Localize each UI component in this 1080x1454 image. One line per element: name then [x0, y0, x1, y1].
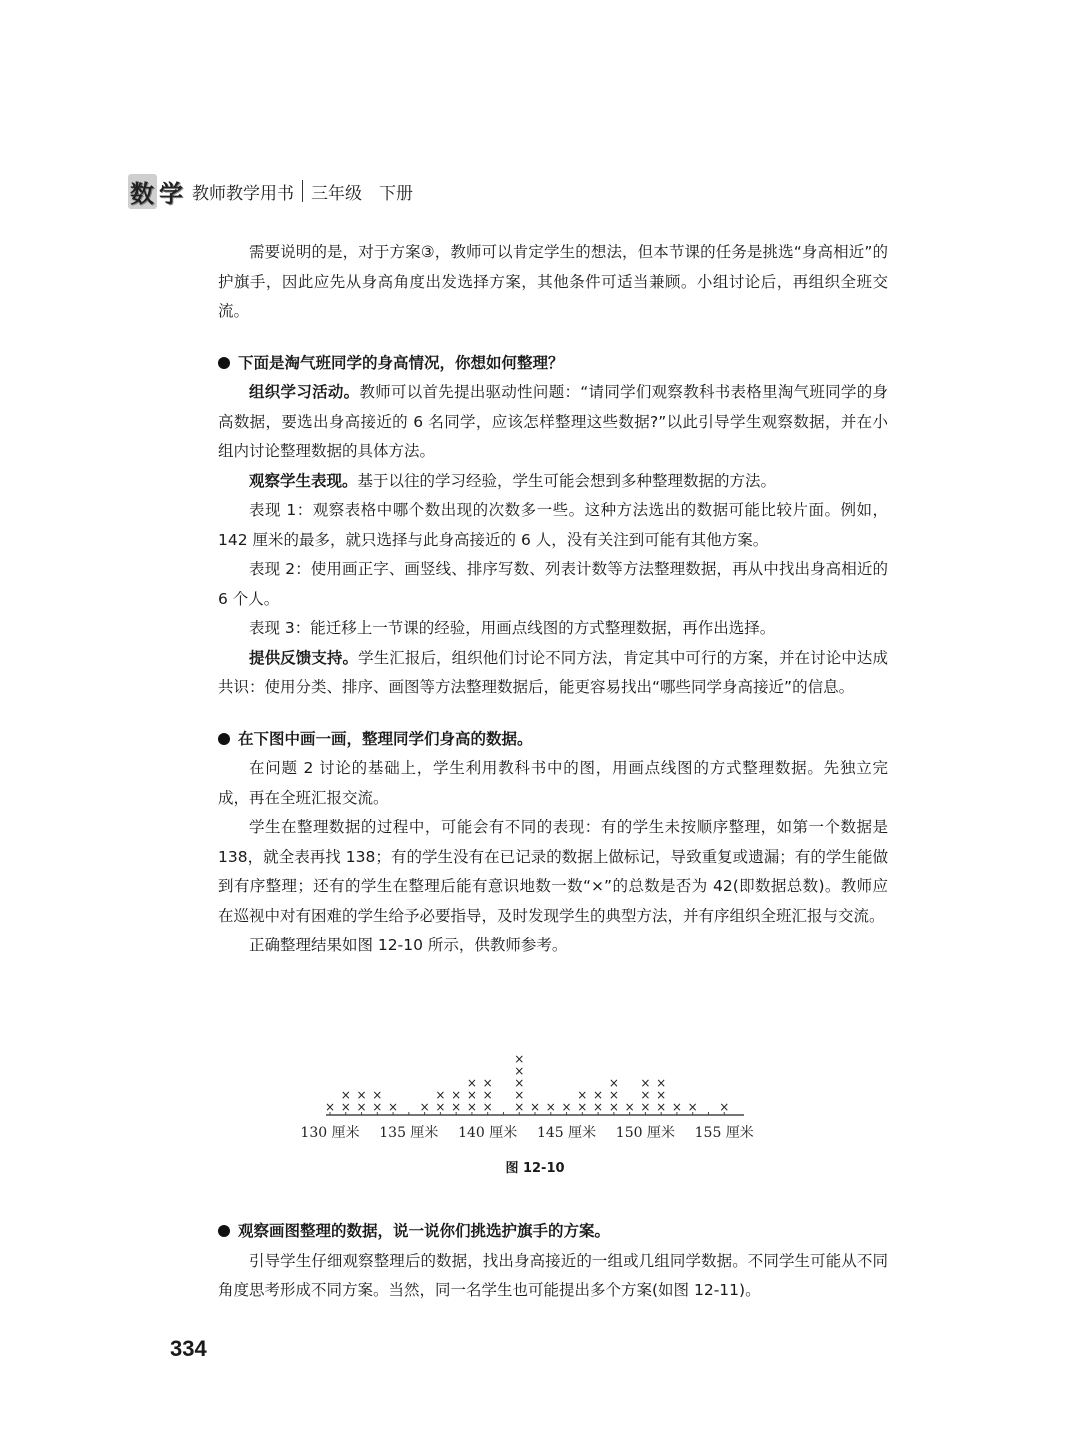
paragraph: 表现 3：能迁移上一节课的经验，用画点线图的方式整理数据，再作出选择。 [249, 619, 776, 637]
running-header [128, 175, 413, 207]
data-mark: × [514, 1076, 525, 1090]
data-mark: × [671, 1100, 682, 1114]
data-mark: × [656, 1076, 667, 1090]
page-number: 334 [170, 1336, 207, 1361]
question-title: 观察画图整理的数据，说一说你们挑选护旗手的方案。 [238, 1222, 611, 1240]
question-heading [218, 1217, 888, 1247]
data-mark: × [593, 1088, 604, 1102]
paragraph-lead: 观察学生表现。 [249, 471, 358, 490]
data-mark: × [451, 1100, 462, 1114]
paragraph-text: 教师可以首先提出驱动性问题：“请同学们观察教科书表格里淘气班同学的身高数据，要选出身高接近的 6 名同学，应该怎样整理这些数据?”以此引导学生观察数据，并在小组内讨论整理数据的具体方法。 [218, 383, 888, 460]
data-mark: × [577, 1100, 588, 1114]
data-mark: × [561, 1100, 572, 1114]
paragraph [218, 467, 888, 497]
data-mark: × [466, 1100, 477, 1114]
paragraph-lead: 组织学习活动。 [249, 383, 360, 401]
data-mark: × [608, 1088, 619, 1102]
data-mark: × [719, 1100, 730, 1114]
data-mark: × [656, 1088, 667, 1102]
data-mark: × [340, 1088, 351, 1102]
tick-label: 155 厘米 [694, 1125, 754, 1141]
question-heading [218, 349, 888, 379]
dot-plot-figure [300, 1045, 770, 1185]
lower-text [218, 1195, 888, 1306]
tick-label: 150 厘米 [615, 1125, 675, 1141]
data-mark: × [514, 1100, 525, 1114]
data-mark: × [324, 1100, 336, 1114]
data-mark: × [608, 1100, 619, 1114]
bullet-icon [218, 733, 230, 745]
paragraph [218, 378, 888, 467]
question-title: 下面是淘气班同学的身高情况，你想如何整理？ [238, 353, 564, 372]
tick-label: 145 厘米 [536, 1125, 597, 1141]
paragraph [218, 644, 888, 703]
data-mark: × [340, 1100, 351, 1114]
paragraph: 正确整理结果如图 12-10 所示，供教师参考。 [249, 936, 568, 954]
data-mark: × [466, 1088, 477, 1102]
data-mark: × [624, 1100, 635, 1114]
paragraph: 学生在整理数据的过程中，可能会有不同的表现：有的学生未按顺序整理，如第一个数据是 138，就全表再找 138；有的学生没有在已记录的数据上做标记，导致重复或遗漏；有的学生能做到有序整理；还有的学生在整理后能有意识地数一数“×”的总数是否为 42(即数据总数)。教师应在巡视中对有困难的学生给予必要指导，及时发现学生的典型方法，并有序组织全班汇报与交流。 [218, 818, 888, 925]
data-mark: × [435, 1088, 446, 1102]
paragraph: 引导学生仔细观察整理后的数据，找出身高接近的一组或几组同学数据。不同学生可能从不同角度思考形成不同方案。当然，同一名学生也可能提出多个方案(如图 12-11)。 [218, 1251, 888, 1299]
header-divider [302, 180, 303, 202]
grade-label: 三年级 下册 [311, 183, 413, 204]
data-mark: × [687, 1100, 698, 1114]
data-mark: × [482, 1076, 493, 1090]
data-mark: × [545, 1100, 556, 1114]
paragraph: 表现 2：使用画正字、画竖线、排序写数、列表计数等方法整理数据，再从中找出身高相近的 6 个人。 [218, 560, 888, 608]
data-mark: × [593, 1100, 604, 1114]
data-mark: × [640, 1088, 651, 1102]
data-mark: × [372, 1100, 383, 1114]
data-mark: × [372, 1088, 383, 1102]
figure-caption: 图 12-10 [505, 1161, 565, 1176]
tick-label: 135 厘米 [379, 1125, 439, 1141]
data-mark: × [356, 1100, 367, 1114]
data-mark: × [388, 1100, 399, 1114]
data-mark: × [356, 1088, 367, 1102]
book-title: 教师教学用书 [192, 183, 294, 204]
data-mark: × [608, 1076, 619, 1090]
data-mark: × [514, 1064, 525, 1078]
data-mark: × [482, 1088, 493, 1102]
data-mark: × [514, 1052, 525, 1066]
paragraph-lead: 提供反馈支持。 [249, 648, 359, 667]
paragraph: 需要说明的是，对于方案③，教师可以肯定学生的想法，但本节课的任务是挑选“身高相近”的护旗手，因此应先从身高角度出发选择方案，其他条件可适当兼顾。小组讨论后，再组织全班交流。 [218, 243, 888, 320]
data-mark: × [640, 1100, 651, 1114]
bullet-icon [218, 1225, 230, 1237]
dot-plot [300, 1045, 770, 1150]
paragraph-text: 学生汇报后，组织他们讨论不同方法，肯定其中可行的方案，并在讨论中达成共识：使用分类、排序、画图等方法整理数据后，能更容易找出“哪些同学身高接近”的信息。 [218, 648, 888, 696]
main-text [218, 238, 888, 961]
data-mark: × [656, 1100, 667, 1114]
logo-char: 数 [128, 174, 157, 209]
data-mark: × [640, 1076, 651, 1090]
paragraph: 在问题 2 讨论的基础上，学生利用教科书中的图，用画点线图的方式整理数据。先独立完成，再在全班汇报交流。 [218, 759, 888, 807]
tick-label: 140 厘米 [458, 1125, 518, 1141]
logo-char: 学 [159, 178, 184, 208]
question-title: 在下图中画一画，整理同学们身高的数据。 [238, 729, 533, 748]
subject-logo [128, 174, 186, 209]
data-mark: × [451, 1088, 462, 1102]
question-heading [218, 725, 888, 755]
paragraph-text: 基于以往的学习经验，学生可能会想到多种整理数据的方法。 [357, 471, 777, 490]
data-mark: × [466, 1076, 477, 1090]
bullet-icon [218, 357, 230, 369]
data-mark: × [419, 1100, 430, 1114]
paragraph: 表现 1：观察表格中哪个数出现的次数多一些。这种方法选出的数据可能比较片面。例如，142 厘米的最多，就只选择与此身高接近的 6 人，没有关注到可能有其他方案。 [218, 501, 888, 549]
data-mark: × [482, 1100, 493, 1114]
data-mark: × [514, 1088, 525, 1102]
data-mark: × [435, 1100, 446, 1114]
tick-label: 130 厘米 [300, 1125, 360, 1141]
data-mark: × [529, 1100, 541, 1114]
data-mark: × [577, 1088, 588, 1102]
